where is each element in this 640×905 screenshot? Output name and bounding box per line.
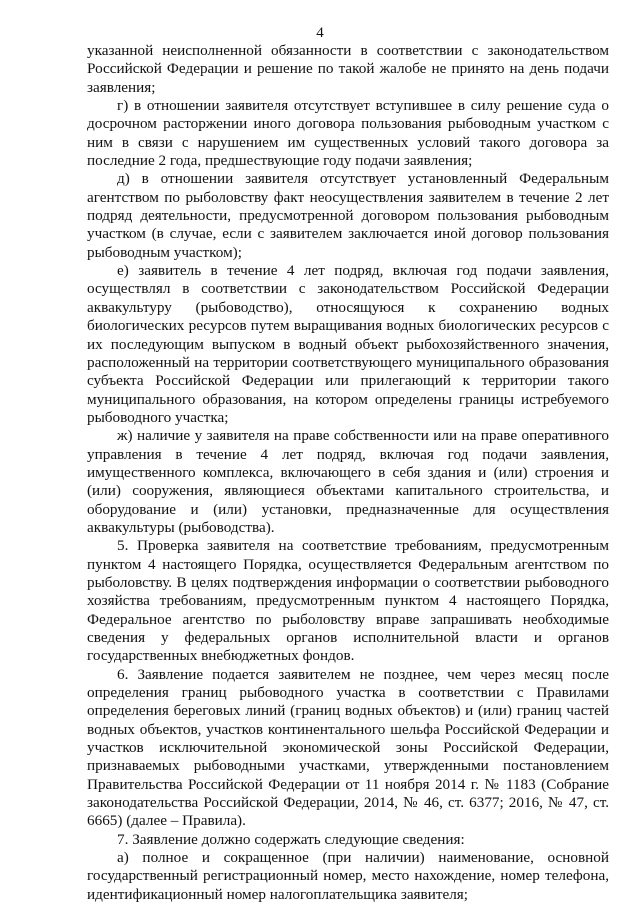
paragraph-section-6: 6. Заявление подается заявителем не позднее, чем через месяц после определения границ рыбоводного участка в соответствии с Правилами определения береговых линий (границ водных объектов) и (или) границ частей водных объектов, участков континентального шельфа Российской Федерации и участков исключительной экономической зоны Российской Федерации, признаваемых рыбоводными участками, утвержденными постановлением Правительства Российской Федерации от 11 ноября 2014 г. № 1183 (Собрание законодательства Российской Федерации, 2014, № 46, ст. 6377; 2016, № 47, ст. 6665) (далее – Правила).	[87, 665, 609, 830]
paragraph-item-d: д) в отношении заявителя отсутствует установленный Федеральным агентством по рыболовству факт неосуществления заявителем в течение 2 лет подряд деятельности, предусмотренной договором пользования рыбоводным участком (в случае, если с заявителем заключается иной договор пользования рыбоводным участком);	[87, 170, 609, 261]
paragraph-section-7: 7. Заявление должно содержать следующие сведения:	[117, 830, 465, 848]
page-number: 4	[316, 25, 324, 41]
paragraph-continuation: указанной неисполненной обязанности в соответствии с законодательством Российской Федерации и решение по такой жалобе не принято на день подачи заявления;	[87, 42, 609, 96]
paragraph-item-e: е) заявитель в течение 4 лет подряд, включая год подачи заявления, осуществлял в соответствии с законодательством Российской Федерации аквакультуру (рыбоводство), относящуюся к сохранению водных биологических ресурсов путем выращивания водных биологических ресурсов с их последующим выпуском в водный объект рыбохозяйственного значения, расположенный на территории соответствующего муниципального образования субъекта Российской Федерации или прилегающий к территории такого муниципального образования, на котором определены границы истребуемого рыбоводного участка;	[87, 262, 609, 426]
paragraph-item-a: а) полное и сокращенное (при наличии) наименование, основной государственный регистрационный номер, место нахождение, номер телефона, идентификационный номер налогоплательщика заявителя;	[87, 849, 609, 903]
paragraph-section-5: 5. Проверка заявителя на соответствие требованиям, предусмотренным пунктом 4 настоящего Порядка, осуществляется Федеральным агентством по рыболовству. В целях подтверждения информации о соответствии рыбоводного хозяйства требованиям, предусмотренным пунктом 4 настоящего Порядка, Федеральное агентство по рыболовству вправе запрашивать необходимые сведения у федеральных органов исполнительной власти и органов государственных внебюджетных фондов.	[87, 537, 609, 665]
paragraph-item-g: г) в отношении заявителя отсутствует вступившее в силу решение суда о досрочном расторжении иного договора пользования рыбоводным участком с ним в связи с нарушением им существенных условий такого договора за последние 2 года, предшествующие году подачи заявления;	[87, 97, 609, 170]
paragraph-item-zh: ж) наличие у заявителя на праве собственности или на праве оперативного управления в течение 4 лет подряд, включая год подачи заявления, имущественного комплекса, включающего в себя здания и (или) строения и (или) сооружения, являющиеся объектами капитального строительства, и оборудование и (или) установки, предназначенные для осуществления аквакультуры (рыбоводства).	[87, 427, 609, 536]
document-body	[87, 42, 609, 904]
